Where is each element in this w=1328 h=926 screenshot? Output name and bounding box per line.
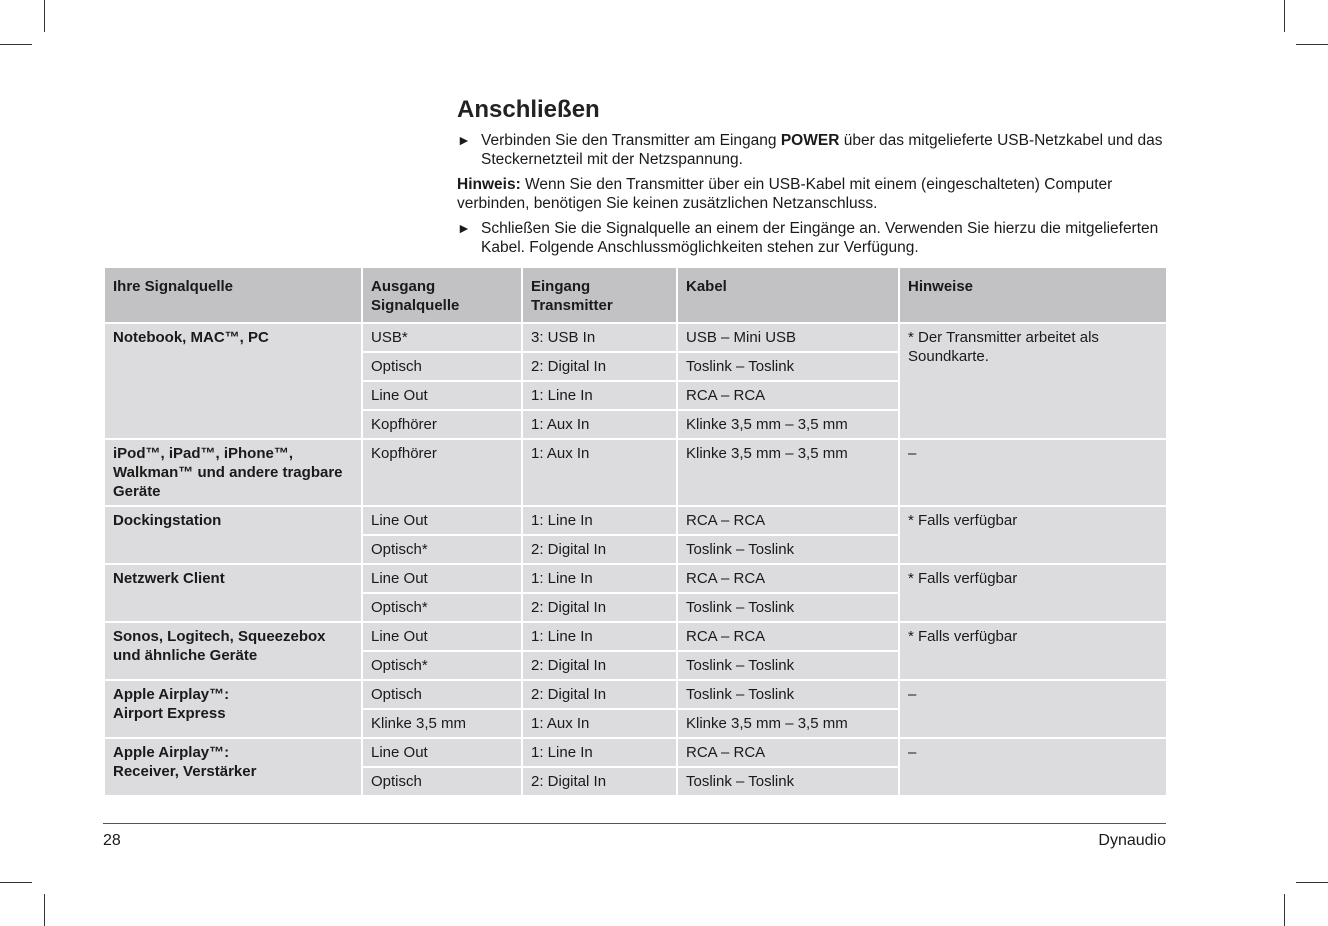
crop-mark xyxy=(1284,0,1285,32)
crop-mark xyxy=(1296,44,1328,45)
note-cell: * Der Transmitter arbeitet als Soundkarte. xyxy=(899,323,1167,439)
crop-mark xyxy=(44,0,45,32)
note-cell: – xyxy=(899,439,1167,506)
bullet-arrow-icon: ► xyxy=(457,132,471,148)
note-cell: – xyxy=(899,680,1167,738)
table-header-row xyxy=(104,267,1167,323)
cable-cell: Toslink – Toslink xyxy=(677,593,899,622)
column-header: Kabel xyxy=(677,267,899,323)
connection-table xyxy=(103,266,1168,797)
output-cell: Line Out xyxy=(362,564,522,593)
instruction-bullet-source xyxy=(457,219,1167,257)
crop-mark xyxy=(1296,882,1328,883)
output-cell: Optisch xyxy=(362,680,522,709)
input-cell: 2: Digital In xyxy=(522,535,677,564)
input-cell: 1: Line In xyxy=(522,506,677,535)
input-cell: 2: Digital In xyxy=(522,651,677,680)
note-cell: * Falls verfügbar xyxy=(899,564,1167,622)
input-cell: 1: Line In xyxy=(522,564,677,593)
output-cell: Line Out xyxy=(362,506,522,535)
input-cell: 1: Line In xyxy=(522,381,677,410)
bullet-bold-term: POWER xyxy=(780,132,840,149)
note-cell: – xyxy=(899,738,1167,796)
signal-source-cell: Sonos, Logitech, Squeezebox und ähnliche Geräte xyxy=(104,622,362,680)
output-cell: Optisch* xyxy=(362,651,522,680)
cable-cell: Toslink – Toslink xyxy=(677,535,899,564)
input-cell: 2: Digital In xyxy=(522,593,677,622)
input-cell: 2: Digital In xyxy=(522,352,677,381)
cable-cell: Toslink – Toslink xyxy=(677,680,899,709)
input-cell: 1: Aux In xyxy=(522,410,677,439)
input-cell: 1: Aux In xyxy=(522,439,677,506)
cable-cell: RCA – RCA xyxy=(677,622,899,651)
cable-cell: Klinke 3,5 mm – 3,5 mm xyxy=(677,709,899,738)
column-header: Eingang Transmitter xyxy=(522,267,677,323)
note-cell: * Falls verfügbar xyxy=(899,622,1167,680)
hint-text: Wenn Sie den Transmitter über ein USB-Kabel mit einem (eingeschalteten) Computer verbinden, benötigen Sie keinen zusätzlichen Netzanschluss. xyxy=(457,176,1113,212)
column-header: Ihre Signalquelle xyxy=(104,267,362,323)
signal-source-cell: Dockingstation xyxy=(104,506,362,564)
output-cell: Kopfhörer xyxy=(362,410,522,439)
hint-note xyxy=(457,175,1167,213)
signal-source-cell: Netzwerk Client xyxy=(104,564,362,622)
table-row xyxy=(104,680,1167,709)
bullet-text xyxy=(481,219,1167,257)
input-cell: 2: Digital In xyxy=(522,767,677,796)
instruction-bullet-power xyxy=(457,131,1167,169)
cable-cell: Klinke 3,5 mm – 3,5 mm xyxy=(677,439,899,506)
cable-cell: Toslink – Toslink xyxy=(677,352,899,381)
bullet-arrow-icon: ► xyxy=(457,220,471,236)
table-body xyxy=(104,323,1167,796)
page-title: Anschließen xyxy=(457,96,600,123)
output-cell: Optisch* xyxy=(362,593,522,622)
output-cell: Optisch xyxy=(362,352,522,381)
cable-cell: Klinke 3,5 mm – 3,5 mm xyxy=(677,410,899,439)
brand-name: Dynaudio xyxy=(1098,832,1166,849)
input-cell: 3: USB In xyxy=(522,323,677,352)
bullet-text-part: Verbinden Sie den Transmitter am Eingang xyxy=(481,132,781,149)
bullet-text xyxy=(481,131,1167,169)
crop-mark xyxy=(44,894,45,926)
input-cell: 1: Line In xyxy=(522,622,677,651)
input-cell: 2: Digital In xyxy=(522,680,677,709)
cable-cell: RCA – RCA xyxy=(677,506,899,535)
table-row xyxy=(104,323,1167,352)
signal-source-cell: Apple Airplay™: Receiver, Verstärker xyxy=(104,738,362,796)
cable-cell: USB – Mini USB xyxy=(677,323,899,352)
input-cell: 1: Line In xyxy=(522,738,677,767)
page-number: 28 xyxy=(103,832,121,849)
crop-mark xyxy=(1284,894,1285,926)
bullet-text-part: über das mitgelieferte USB-Netzkabel und das Steckernetzteil mit der Netzspannung. xyxy=(481,132,1163,168)
output-cell: Klinke 3,5 mm xyxy=(362,709,522,738)
signal-source-cell: iPod™, iPad™, iPhone™, Walkman™ und andere tragbare Geräte xyxy=(104,439,362,506)
output-cell: Optisch* xyxy=(362,535,522,564)
cable-cell: RCA – RCA xyxy=(677,564,899,593)
cable-cell: RCA – RCA xyxy=(677,738,899,767)
output-cell: Optisch xyxy=(362,767,522,796)
table-row xyxy=(104,506,1167,535)
output-cell: Line Out xyxy=(362,381,522,410)
cable-cell: RCA – RCA xyxy=(677,381,899,410)
input-cell: 1: Aux In xyxy=(522,709,677,738)
output-cell: USB* xyxy=(362,323,522,352)
signal-source-cell: Apple Airplay™: Airport Express xyxy=(104,680,362,738)
output-cell: Line Out xyxy=(362,738,522,767)
bullet-text-part: Schließen Sie die Signalquelle an einem der Eingänge an. Verwenden Sie hierzu die mitgelieferten Kabel. Folgende Anschlussmöglichkeiten stehen zur Verfügung. xyxy=(481,220,1159,256)
footer-divider xyxy=(103,823,1166,824)
crop-mark xyxy=(0,44,32,45)
table-row xyxy=(104,564,1167,593)
table-row xyxy=(104,622,1167,651)
table-row xyxy=(104,439,1167,506)
column-header: Ausgang Signalquelle xyxy=(362,267,522,323)
output-cell: Line Out xyxy=(362,622,522,651)
table-row xyxy=(104,738,1167,767)
column-header: Hinweise xyxy=(899,267,1167,323)
hint-label: Hinweis: xyxy=(457,176,521,193)
cable-cell: Toslink – Toslink xyxy=(677,651,899,680)
cable-cell: Toslink – Toslink xyxy=(677,767,899,796)
note-cell: * Falls verfügbar xyxy=(899,506,1167,564)
signal-source-cell: Notebook, MAC™, PC xyxy=(104,323,362,439)
output-cell: Kopfhörer xyxy=(362,439,522,506)
crop-mark xyxy=(0,882,32,883)
